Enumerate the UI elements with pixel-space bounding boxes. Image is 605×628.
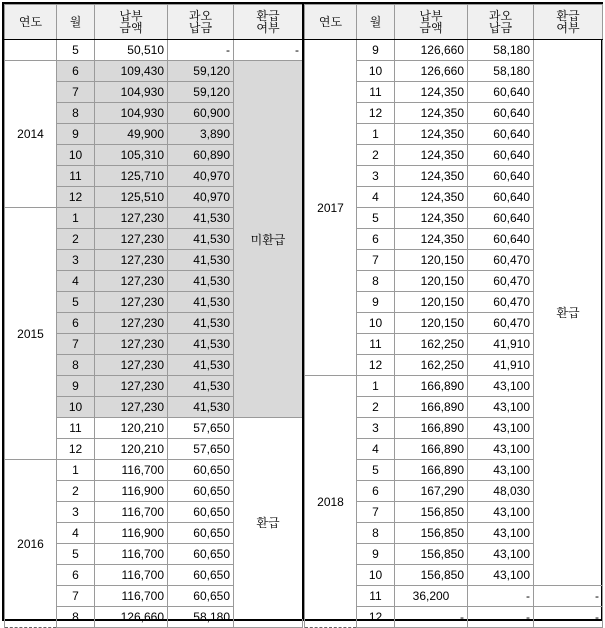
table-right-half <box>302 4 603 624</box>
month-cell: 12 <box>57 439 95 460</box>
overpaid-cell: 48,030 <box>468 481 534 502</box>
paid-cell: 124,350 <box>395 229 468 250</box>
month-cell: 10 <box>357 565 395 586</box>
paid-cell: 125,710 <box>95 166 168 187</box>
paid-cell: 127,230 <box>95 292 168 313</box>
overpaid-cell: 57,650 <box>168 439 234 460</box>
overpaid-cell: 41,530 <box>168 397 234 418</box>
table-row <box>305 40 603 61</box>
paid-cell: 120,210 <box>95 439 168 460</box>
overpaid-cell: 41,530 <box>168 229 234 250</box>
overpaid-cell: 41,530 <box>168 313 234 334</box>
month-cell: 8 <box>57 355 95 376</box>
status-refunded-cell: 환급 <box>234 418 303 628</box>
paid-cell: 116,900 <box>95 523 168 544</box>
month-cell: 1 <box>357 376 395 397</box>
table-left-half <box>4 4 302 624</box>
month-cell: 12 <box>357 355 395 376</box>
overpaid-cell: 43,100 <box>468 502 534 523</box>
month-cell: 4 <box>357 187 395 208</box>
header-paid: 납부 금액 <box>395 5 468 40</box>
month-cell: 4 <box>57 271 95 292</box>
month-cell: 2 <box>357 145 395 166</box>
overpaid-cell: 60,900 <box>168 103 234 124</box>
paid-cell: 162,250 <box>395 355 468 376</box>
overpaid-cell: 60,650 <box>168 523 234 544</box>
overpaid-cell: 60,640 <box>468 124 534 145</box>
paid-cell: 124,350 <box>395 208 468 229</box>
overpaid-cell: 60,650 <box>168 565 234 586</box>
month-cell: 11 <box>357 82 395 103</box>
month-cell: 1 <box>57 208 95 229</box>
paid-cell: 156,850 <box>395 565 468 586</box>
status-cell: - <box>234 40 303 61</box>
overpaid-cell: 41,530 <box>168 250 234 271</box>
month-cell: 7 <box>57 586 95 607</box>
header-year: 연도 <box>305 5 357 40</box>
table-row <box>5 40 303 61</box>
overpaid-cell: 60,640 <box>468 208 534 229</box>
refund-table <box>2 2 603 624</box>
paid-cell: 120,150 <box>395 313 468 334</box>
month-cell: 8 <box>357 523 395 544</box>
paid-cell: 166,890 <box>395 439 468 460</box>
month-cell: 2 <box>57 229 95 250</box>
overpaid-cell: - <box>468 586 534 607</box>
paid-cell: 127,230 <box>95 271 168 292</box>
overpaid-cell: 40,970 <box>168 166 234 187</box>
month-cell: 12 <box>57 187 95 208</box>
paid-cell: 125,510 <box>95 187 168 208</box>
header-year: 연도 <box>5 5 57 40</box>
overpaid-cell: - <box>468 607 534 628</box>
overpaid-cell: 60,640 <box>468 187 534 208</box>
overpaid-cell: 60,890 <box>168 145 234 166</box>
paid-cell: 124,350 <box>395 166 468 187</box>
paid-cell: 167,290 <box>395 481 468 502</box>
overpaid-cell: 60,650 <box>168 460 234 481</box>
year-cell: 2015 <box>5 208 57 460</box>
table-row <box>5 61 303 82</box>
paid-cell: 166,890 <box>395 460 468 481</box>
overpaid-cell: 60,470 <box>468 313 534 334</box>
paid-cell: 120,150 <box>395 271 468 292</box>
month-cell: 7 <box>57 82 95 103</box>
month-cell: 11 <box>357 586 395 607</box>
overpaid-cell: 59,120 <box>168 82 234 103</box>
header-refund-status: 환급 여부 <box>234 5 303 40</box>
overpaid-cell: 60,640 <box>468 103 534 124</box>
overpaid-cell: 58,180 <box>168 607 234 628</box>
paid-cell: 127,230 <box>95 397 168 418</box>
overpaid-cell: 60,470 <box>468 250 534 271</box>
month-cell: 6 <box>357 481 395 502</box>
paid-cell: 126,660 <box>95 607 168 628</box>
header-overpaid: 과오 납금 <box>468 5 534 40</box>
month-cell: 10 <box>57 397 95 418</box>
paid-cell: 120,150 <box>395 292 468 313</box>
paid-cell: 116,700 <box>95 544 168 565</box>
overpaid-cell: 59,120 <box>168 61 234 82</box>
month-cell: 10 <box>357 313 395 334</box>
month-cell: 5 <box>357 208 395 229</box>
status-refunded-cell: 환급 <box>534 40 603 586</box>
month-cell: 5 <box>57 544 95 565</box>
month-cell: 10 <box>357 61 395 82</box>
month-cell: 3 <box>57 250 95 271</box>
overpaid-cell: 58,180 <box>468 40 534 61</box>
paid-cell: 126,660 <box>395 61 468 82</box>
overpaid-cell: 60,650 <box>168 502 234 523</box>
paid-cell: 36,200 <box>395 586 468 607</box>
overpaid-cell: 43,100 <box>468 397 534 418</box>
overpaid-cell: 41,530 <box>168 292 234 313</box>
paid-cell: 120,210 <box>95 418 168 439</box>
month-cell: 7 <box>57 334 95 355</box>
month-cell: 1 <box>57 460 95 481</box>
overpaid-cell: 41,530 <box>168 355 234 376</box>
overpaid-cell: - <box>168 40 234 61</box>
month-cell: 11 <box>57 418 95 439</box>
year-cell: 2016 <box>5 460 57 628</box>
month-cell: 6 <box>57 313 95 334</box>
month-cell: 9 <box>357 40 395 61</box>
header-paid: 납부 금액 <box>95 5 168 40</box>
paid-cell: 116,700 <box>95 586 168 607</box>
paid-cell: 116,700 <box>95 565 168 586</box>
status-cell: - <box>534 607 603 628</box>
month-cell: 4 <box>357 439 395 460</box>
paid-cell: 156,850 <box>395 523 468 544</box>
overpaid-cell: 41,530 <box>168 208 234 229</box>
paid-cell: 127,230 <box>95 355 168 376</box>
paid-cell: 124,350 <box>395 82 468 103</box>
overpaid-cell: 60,470 <box>468 271 534 292</box>
paid-cell: 127,230 <box>95 376 168 397</box>
month-cell: 12 <box>357 607 395 628</box>
overpaid-cell: 40,970 <box>168 187 234 208</box>
month-cell: 8 <box>57 607 95 628</box>
month-cell: 7 <box>357 250 395 271</box>
month-cell: 8 <box>57 103 95 124</box>
month-cell: 5 <box>57 292 95 313</box>
paid-cell: 50,510 <box>95 40 168 61</box>
month-cell: 2 <box>357 397 395 418</box>
overpaid-cell: 43,100 <box>468 376 534 397</box>
overpaid-cell: 43,100 <box>468 439 534 460</box>
paid-cell: 166,890 <box>395 418 468 439</box>
overpaid-cell: 3,890 <box>168 124 234 145</box>
paid-cell: 127,230 <box>95 250 168 271</box>
overpaid-cell: 41,530 <box>168 271 234 292</box>
month-cell: 8 <box>357 271 395 292</box>
overpaid-cell: 60,650 <box>168 544 234 565</box>
month-cell: 9 <box>357 544 395 565</box>
month-cell: 10 <box>57 145 95 166</box>
month-cell: 6 <box>57 61 95 82</box>
paid-cell: 166,890 <box>395 376 468 397</box>
paid-cell: 127,230 <box>95 208 168 229</box>
status-cell: - <box>534 586 603 607</box>
month-cell: 9 <box>57 124 95 145</box>
paid-cell: 124,350 <box>395 124 468 145</box>
overpaid-cell: 58,180 <box>468 61 534 82</box>
paid-cell: 124,350 <box>395 187 468 208</box>
paid-cell: 126,660 <box>395 40 468 61</box>
overpaid-cell: 60,640 <box>468 166 534 187</box>
month-cell: 12 <box>357 103 395 124</box>
month-cell: 2 <box>57 481 95 502</box>
overpaid-cell: 41,530 <box>168 376 234 397</box>
paid-cell: 49,900 <box>95 124 168 145</box>
overpaid-cell: 41,530 <box>168 334 234 355</box>
paid-cell: 109,430 <box>95 61 168 82</box>
year-cell: 2018 <box>305 376 357 628</box>
table-right <box>304 4 603 628</box>
paid-cell: 104,930 <box>95 103 168 124</box>
year-cell-blank <box>5 40 57 61</box>
overpaid-cell: 60,650 <box>168 586 234 607</box>
paid-cell: 120,150 <box>395 250 468 271</box>
month-cell: 7 <box>357 502 395 523</box>
paid-cell: 116,700 <box>95 460 168 481</box>
month-cell: 3 <box>357 418 395 439</box>
year-cell: 2017 <box>305 40 357 376</box>
header-month: 월 <box>357 5 395 40</box>
overpaid-cell: 43,100 <box>468 418 534 439</box>
paid-cell: 156,850 <box>395 544 468 565</box>
header-refund-status: 환급 여부 <box>534 5 603 40</box>
month-cell: 1 <box>357 124 395 145</box>
paid-cell: 124,350 <box>395 145 468 166</box>
month-cell: 3 <box>57 502 95 523</box>
paid-cell: 116,900 <box>95 481 168 502</box>
paid-cell: 105,310 <box>95 145 168 166</box>
paid-cell: 127,230 <box>95 229 168 250</box>
paid-cell: 104,930 <box>95 82 168 103</box>
overpaid-cell: 43,100 <box>468 460 534 481</box>
year-cell: 2014 <box>5 61 57 208</box>
header-month: 월 <box>57 5 95 40</box>
overpaid-cell: 60,650 <box>168 481 234 502</box>
overpaid-cell: 43,100 <box>468 523 534 544</box>
month-cell: 6 <box>57 565 95 586</box>
paid-cell: 127,230 <box>95 334 168 355</box>
overpaid-cell: 57,650 <box>168 418 234 439</box>
overpaid-cell: 60,640 <box>468 82 534 103</box>
month-cell: 4 <box>57 523 95 544</box>
month-cell: 5 <box>357 460 395 481</box>
paid-cell: 116,700 <box>95 502 168 523</box>
month-cell: 11 <box>57 166 95 187</box>
month-cell: 6 <box>357 229 395 250</box>
month-cell: 9 <box>57 376 95 397</box>
overpaid-cell: 43,100 <box>468 565 534 586</box>
month-cell: 5 <box>57 40 95 61</box>
month-cell: 9 <box>357 292 395 313</box>
overpaid-cell: 41,910 <box>468 334 534 355</box>
paid-cell: 127,230 <box>95 313 168 334</box>
overpaid-cell: 43,100 <box>468 544 534 565</box>
overpaid-cell: 60,470 <box>468 292 534 313</box>
overpaid-cell: 60,640 <box>468 145 534 166</box>
paid-cell: - <box>395 607 468 628</box>
paid-cell: 156,850 <box>395 502 468 523</box>
month-cell: 3 <box>357 166 395 187</box>
paid-cell: 166,890 <box>395 397 468 418</box>
paid-cell: 162,250 <box>395 334 468 355</box>
month-cell: 11 <box>357 334 395 355</box>
status-unrefunded-cell: 미환급 <box>234 61 303 418</box>
overpaid-cell: 41,910 <box>468 355 534 376</box>
header-overpaid: 과오 납금 <box>168 5 234 40</box>
paid-cell: 124,350 <box>395 103 468 124</box>
table-left <box>4 4 303 628</box>
overpaid-cell: 60,640 <box>468 229 534 250</box>
